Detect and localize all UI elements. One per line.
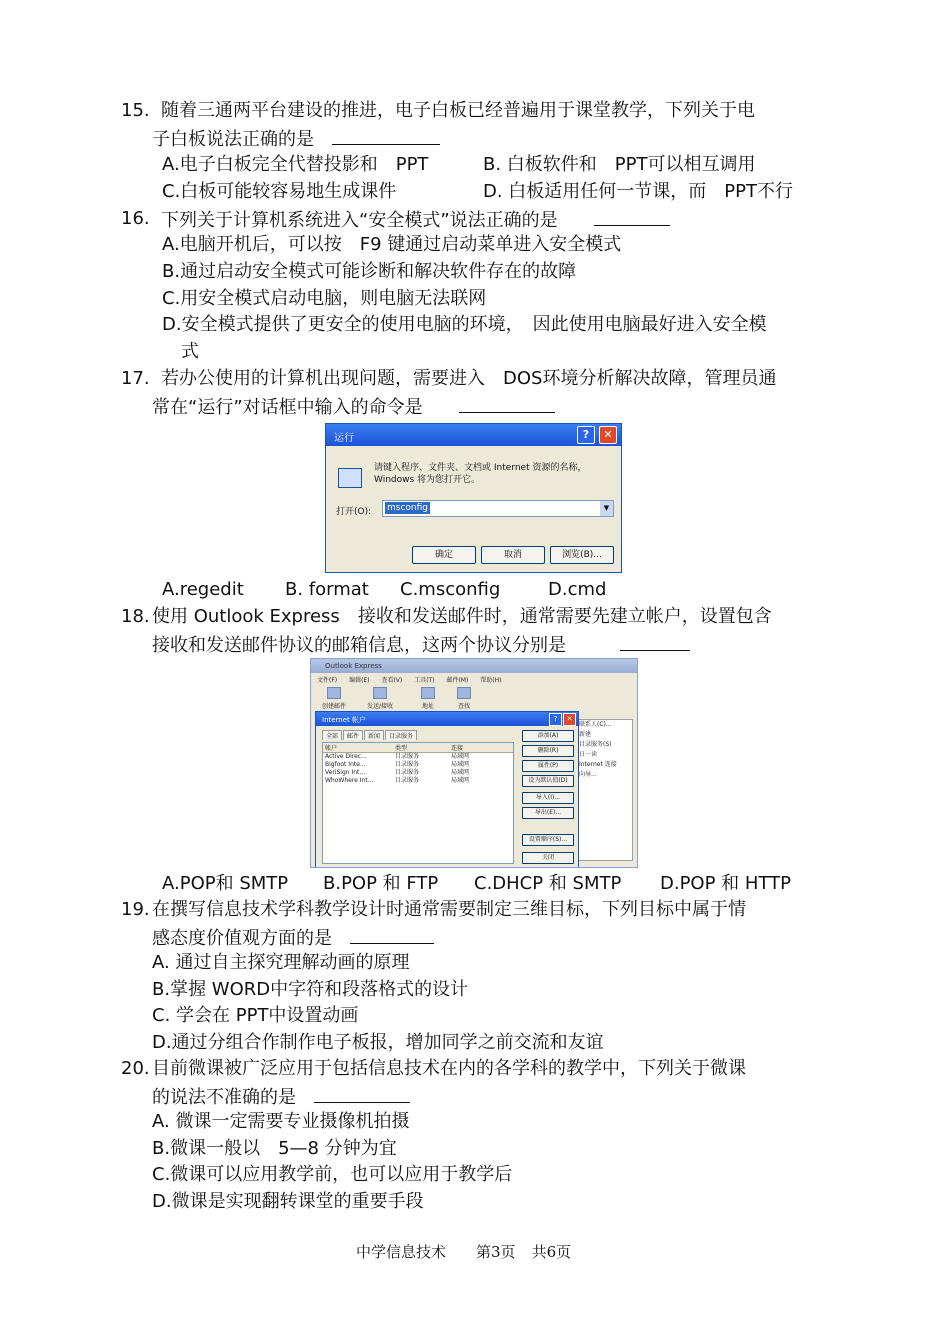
pane-item: 向导... [579,771,597,778]
account-name: Bigfoot Inte... [325,761,366,768]
open-input-value: msconfig [387,503,428,513]
tab-mail[interactable]: 邮件 [343,730,363,740]
accounts-title: Internet 帐户 [322,716,367,724]
q18-number: 18. [121,606,150,627]
find-button[interactable]: 查找 [449,687,479,710]
address-book-icon [421,687,435,699]
q19-number: 19. [121,899,150,920]
q19-option-c: C. 学会在 PPT中设置动画 [152,1005,359,1026]
q18-stem: 使用 Outlook Express 接收和发送邮件时，通常需要先建立帐户，设置包含 [152,606,772,627]
menu-message[interactable]: 邮件(M) [446,677,469,684]
set-default-button[interactable]: 设为默认值(D) [522,775,574,787]
menu-file[interactable]: 文件(F) [317,677,338,684]
q19-stem-cont: 感态度价值观方面的是 [152,925,434,951]
tab-all[interactable]: 全部 [322,730,342,740]
q16-option-d-cont: 式 [181,341,199,362]
open-label: 打开(O): [336,507,372,517]
col-connection[interactable]: 连接 [451,745,464,752]
send-receive-icon [373,687,387,699]
q20-option-a: A. 微课一定需要专业摄像机拍摄 [152,1111,410,1132]
pane-item[interactable]: 目录服务(S) [579,741,612,748]
run-description: 请键入程序、文件夹、文档或 Internet 资源的名称，Windows 将为您打开它。 [374,463,587,485]
q15-option-b: B. 白板软件和 PPT可以相互调用 [483,154,756,175]
q18-option-d: D.POP 和 HTTP [660,873,791,894]
properties-button[interactable]: 属性(P) [522,760,574,772]
address-button[interactable]: 地址 [413,687,443,710]
answer-blank [459,394,555,413]
menu-help[interactable]: 帮助(H) [480,677,502,684]
q16-stem: 下列关于计算机系统进入“安全模式”说法正确的是 [161,207,670,233]
q16-option-d: D.安全模式提供了更安全的使用电脑的环境， 因此使用电脑最好进入安全模 [162,314,767,335]
q20-option-d: D.微课是实现翻转课堂的重要手段 [152,1191,424,1212]
browse-button[interactable]: 浏览(B)... [550,546,614,564]
table-row[interactable] [323,769,513,777]
q17-option-c: C.msconfig [400,579,501,600]
q16-option-a: A.电脑开机后，可以按 F9 键通过启动菜单进入安全模式 [162,234,622,255]
find-icon [457,687,471,699]
account-name: Active Direc... [325,753,367,760]
account-connection: 局域网 [451,761,470,768]
table-row[interactable] [323,753,513,761]
col-type[interactable]: 类型 [395,745,408,752]
q15-option-d: D. 白板适用任何一节课，而 PPT不行 [483,181,794,202]
q19-option-b: B.掌握 WORD中字符和段落格式的设计 [152,979,469,1000]
mail-icon [327,687,341,699]
tab-directory[interactable]: 目录服务 [385,730,417,740]
run-title-bar [326,424,621,446]
run-dialog-screenshot [325,423,622,573]
cancel-button[interactable]: 取消 [481,546,545,564]
answer-blank [332,126,440,145]
q19-option-a: A. 通过自主探究理解动画的原理 [152,952,410,973]
q15-option-a: A.电子白板完全代替投影和 PPT [162,154,429,175]
q20-option-c: C.微课可以应用教学前，也可以应用于教学后 [152,1164,513,1185]
q15-stem-cont: 子白板说法正确的是 [152,126,440,152]
menu-edit[interactable]: 编辑(E) [349,677,370,684]
outlook-menu-bar [317,675,511,684]
q17-option-b: B. format [285,579,369,600]
add-button[interactable]: 添加(A) [522,730,574,742]
q18-option-a: A.POP和 SMTP [162,873,289,894]
close-button[interactable]: ✕ [599,426,617,444]
q18-option-c: C.DHCP 和 SMTP [474,873,622,894]
answer-blank [620,632,690,651]
account-connection: 局域网 [451,753,470,760]
list-header [323,743,513,753]
account-type: 目录服务 [395,777,420,784]
outlook-toolbar [317,687,637,711]
q16-option-b: B.通过启动安全模式可能诊断和解决软件存在的故障 [162,261,577,282]
q19-stem: 在撰写信息技术学科教学设计时通常需要制定三维目标，下列目标中属于情 [152,899,746,920]
export-button[interactable]: 导出(E)... [522,807,574,819]
outlook-title-bar [311,659,637,673]
answer-blank [314,1084,410,1103]
pane-item[interactable]: 新建 [579,731,592,738]
create-mail-button[interactable]: 创建邮件 [319,687,349,710]
send-receive-button[interactable]: 发送/接收 [365,687,395,710]
remove-button[interactable]: 删除(R) [522,745,574,757]
outlook-right-pane [575,719,633,861]
q18-stem-cont: 接收和发送邮件协议的邮箱信息，这两个协议分别是 [152,632,690,658]
account-name: VeriSign Int... [325,769,366,776]
pane-item[interactable]: 联系人(C)... [579,721,612,728]
account-type: 目录服务 [395,761,420,768]
account-connection: 局域网 [451,777,470,784]
q16-number: 16. [121,208,150,229]
chevron-down-icon[interactable]: ▼ [600,501,613,516]
run-title: 运行 [334,433,354,444]
account-name: WhoWhere Int... [325,777,374,784]
outlook-title: Outlook Express [325,662,382,670]
tab-news[interactable]: 新闻 [364,730,384,740]
accounts-tabs [322,730,418,740]
q20-stem-cont: 的说法不准确的是 [152,1084,410,1110]
q15-option-c: C.白板可能较容易地生成课件 [162,181,397,202]
open-input[interactable] [382,500,614,517]
menu-view[interactable]: 查看(V) [381,677,403,684]
set-order-button[interactable]: 设置顺序(S)... [522,834,574,846]
menu-tools[interactable]: 工具(T) [414,677,435,684]
table-row[interactable] [323,777,513,785]
footer-page: 第3页 [476,1243,516,1261]
answer-blank [350,925,434,944]
q17-stem-cont: 常在“运行”对话框中输入的命令是 [152,394,555,420]
close-dialog-button[interactable]: 关闭 [522,852,574,864]
page-footer [356,1241,601,1262]
pane-item: 日一读 [579,751,598,758]
help-button[interactable]: ? [577,426,595,444]
table-row[interactable] [323,761,513,769]
q20-stem: 目前微课被广泛应用于包括信息技术在内的各学科的教学中，下列关于微课 [152,1058,746,1079]
q17-option-a: A.regedit [162,579,244,600]
q16-option-c: C.用安全模式启动电脑，则电脑无法联网 [162,288,487,309]
outlook-express-screenshot [310,658,638,868]
account-type: 目录服务 [395,769,420,776]
help-button[interactable]: ? [549,713,562,726]
account-type: 目录服务 [395,753,420,760]
run-icon [338,468,362,488]
import-button[interactable]: 导入(I)... [522,792,574,804]
close-button[interactable]: ✕ [563,713,576,726]
accounts-title-bar [316,712,578,726]
q17-stem: 若办公使用的计算机出现问题，需要进入 DOS环境分析解决故障，管理员通 [161,368,777,389]
col-account[interactable]: 帐户 [325,745,338,752]
q20-number: 20. [121,1058,150,1079]
account-connection: 局域网 [451,769,470,776]
q20-option-b: B.微课一般以 5—8 分钟为宜 [152,1138,397,1159]
q18-option-b: B.POP 和 FTP [323,873,439,894]
q17-number: 17. [121,368,150,389]
q15-stem: 随着三通两平台建设的推进，电子白板已经普遍用于课堂教学，下列关于电 [161,100,755,121]
pane-item: Internet 连接 [579,761,617,768]
q17-option-d: D.cmd [548,579,607,600]
internet-accounts-dialog [315,711,579,868]
answer-blank [594,207,670,226]
accounts-list [322,742,514,864]
q19-option-d: D.通过分组合作制作电子板报，增加同学之前交流和友谊 [152,1032,604,1053]
footer-total: 共6页 [531,1243,572,1261]
q15-number: 15. [121,100,150,121]
ok-button[interactable]: 确定 [412,546,476,564]
footer-subject: 中学信息技术 [356,1243,447,1261]
